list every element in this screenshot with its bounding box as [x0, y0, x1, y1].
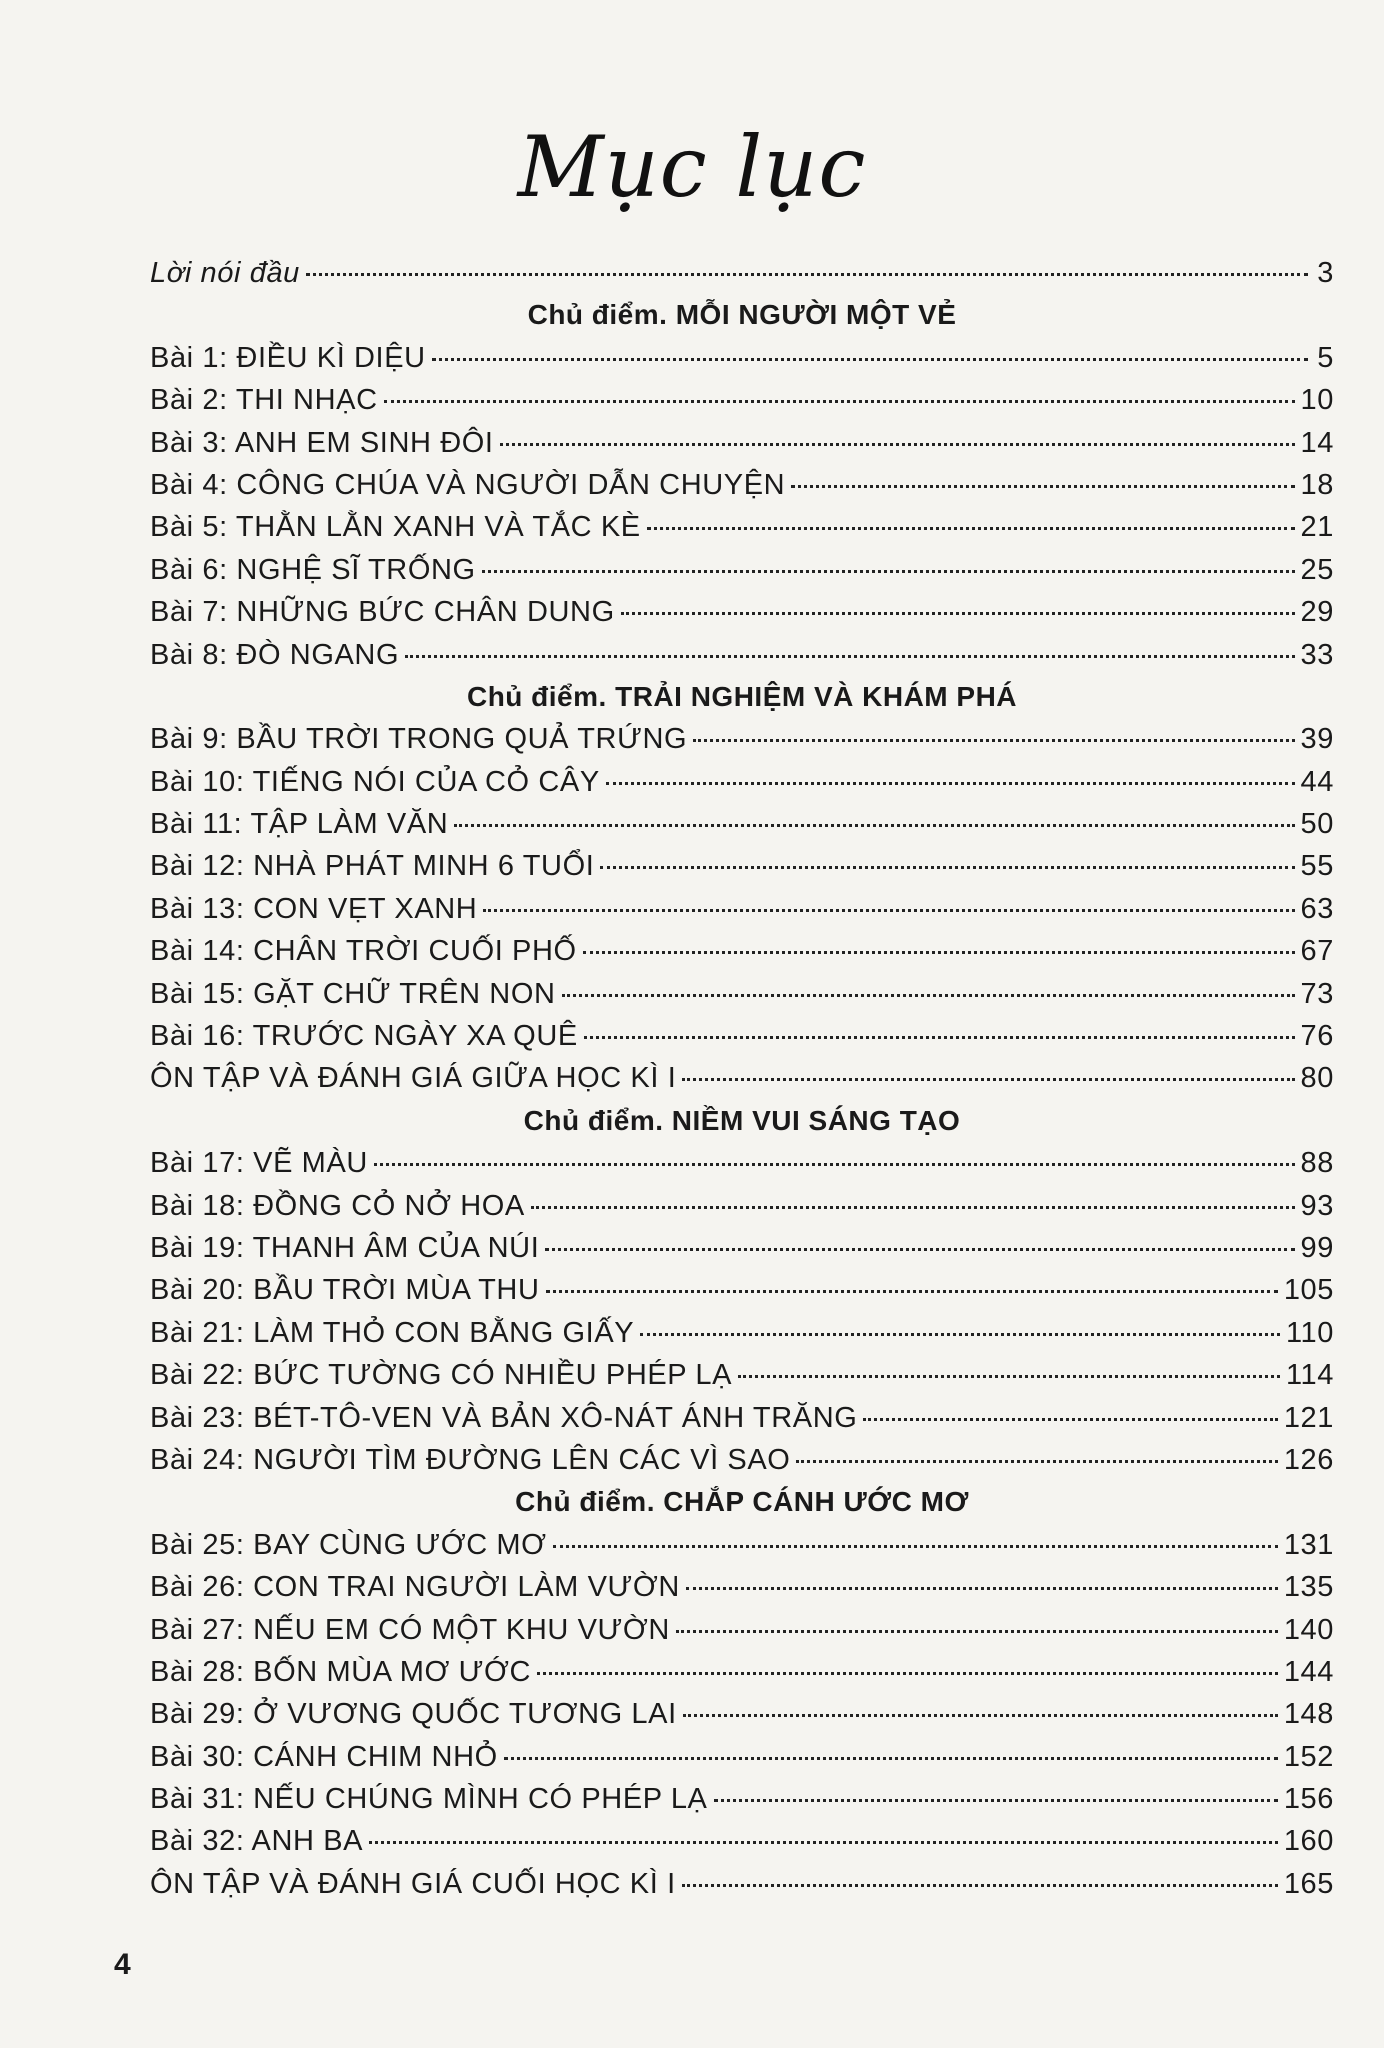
toc-entry-title: Bài 17: VẼ MÀU [150, 1147, 368, 1180]
toc-entry-title: Bài 30: CÁNH CHIM NHỎ [150, 1740, 498, 1773]
toc-entry-page: 50 [1300, 808, 1334, 841]
toc-entry-title: Bài 16: TRƯỚC NGÀY XA QUÊ [150, 1020, 578, 1053]
toc-entry [150, 1566, 1334, 1608]
toc-entry [150, 1439, 1334, 1481]
dot-leader [693, 739, 1294, 742]
toc-entry-page: 93 [1300, 1189, 1334, 1222]
toc-entry-title: Bài 10: TIẾNG NÓI CỦA CỎ CÂY [150, 765, 600, 798]
toc-entry [150, 506, 1334, 548]
toc-entry [150, 1057, 1334, 1099]
dot-leader [531, 1206, 1295, 1209]
toc-entry-page: 76 [1300, 1020, 1334, 1053]
toc-entry-title: Bài 6: NGHỆ SĨ TRỐNG [150, 553, 476, 586]
toc-section-heading: Chủ điểm. CHẮP CÁNH ƯỚC MƠ [515, 1486, 969, 1518]
toc-entry [150, 634, 1334, 676]
toc-entry-page: 3 [1317, 257, 1334, 289]
toc-entry-title: Bài 23: BÉT-TÔ-VEN VÀ BẢN XÔ-NÁT ÁNH TRĂNG [150, 1401, 858, 1434]
page-number: 4 [114, 1948, 131, 1981]
toc-entry [150, 803, 1334, 845]
dot-leader [553, 1545, 1278, 1548]
dot-leader [374, 1163, 1295, 1166]
toc-entry [150, 337, 1334, 379]
toc-entry [150, 1778, 1334, 1820]
toc-entry-title: Bài 19: THANH ÂM CỦA NÚI [150, 1231, 540, 1264]
toc-entry [150, 252, 1334, 294]
toc-entry [150, 1269, 1334, 1311]
toc-entry-page: 121 [1283, 1401, 1334, 1434]
dot-leader [369, 1841, 1278, 1844]
toc-entry-title: Bài 3: ANH EM SINH ĐÔI [150, 426, 494, 459]
toc-entry-page: 25 [1300, 553, 1334, 586]
toc-entry [150, 549, 1334, 591]
dot-leader [738, 1375, 1280, 1378]
toc-entry-page: 144 [1283, 1655, 1334, 1688]
toc-entry-title: Bài 12: NHÀ PHÁT MINH 6 TUỔI [150, 850, 595, 883]
dot-leader [863, 1418, 1277, 1421]
toc-entry-title: Bài 2: THI NHẠC [150, 384, 378, 417]
toc-entry-title: Bài 25: BAY CÙNG ƯỚC MƠ [150, 1528, 547, 1561]
toc-entry [150, 930, 1334, 972]
toc-entry [150, 1820, 1334, 1862]
toc-entry-title: Bài 8: ĐÒ NGANG [150, 638, 400, 671]
toc-entry-title: Bài 32: ANH BA [150, 1825, 364, 1858]
toc-entry [150, 1736, 1334, 1778]
toc-section-heading: Chủ điểm. NIỀM VUI SÁNG TẠO [523, 1104, 961, 1136]
toc-entry [150, 1524, 1334, 1566]
toc-entry-page: 165 [1283, 1867, 1334, 1900]
toc-section-heading: Chủ điểm. TRẢI NGHIỆM VÀ KHÁM PHÁ [466, 680, 1018, 712]
toc-entry-title: Bài 1: ĐIỀU KÌ DIỆU [150, 341, 426, 374]
dot-leader [676, 1630, 1278, 1633]
toc-entry-page: 44 [1300, 765, 1334, 798]
toc-entry [150, 845, 1334, 887]
toc-section-heading: Chủ điểm. MỖI NGƯỜI MỘT VẺ [527, 299, 957, 331]
toc-entry-page: 10 [1300, 384, 1334, 417]
toc-entry-title: Bài 9: BẦU TRỜI TRONG QUẢ TRỨNG [150, 723, 688, 756]
toc-entry-page: 156 [1283, 1783, 1334, 1816]
toc-entry [150, 1015, 1334, 1057]
dot-leader [562, 994, 1295, 997]
toc-entry-title: Bài 29: Ở VƯƠNG QUỐC TƯƠNG LAI [150, 1698, 677, 1731]
toc-entry-title: Lời nói đầu [150, 257, 300, 289]
toc-entry-title: Bài 22: BỨC TƯỜNG CÓ NHIỀU PHÉP LẠ [150, 1359, 733, 1392]
toc-entry-page: 135 [1283, 1571, 1334, 1604]
toc-entry [150, 888, 1334, 930]
toc-entry-title: Bài 21: LÀM THỎ CON BẰNG GIẤY [150, 1316, 635, 1349]
dot-leader [432, 358, 1308, 361]
toc-entry-title: Bài 5: THẰN LẰN XANH VÀ TẮC KÈ [150, 511, 641, 544]
dot-leader [682, 1884, 1278, 1887]
toc-entry [150, 1397, 1334, 1439]
dot-leader [504, 1757, 1278, 1760]
dot-leader [621, 612, 1295, 615]
toc-entry-title: ÔN TẬP VÀ ĐÁNH GIÁ GIỮA HỌC KÌ I [150, 1062, 677, 1095]
toc-entry-title: Bài 28: BỐN MÙA MƠ ƯỚC [150, 1655, 531, 1688]
dot-leader [683, 1714, 1278, 1717]
toc-entry-page: 105 [1283, 1274, 1334, 1307]
toc-entry-page: 148 [1283, 1698, 1334, 1731]
toc-entry [150, 1312, 1334, 1354]
toc-entry-page: 114 [1285, 1359, 1334, 1392]
toc-entry-page: 67 [1300, 935, 1334, 968]
page-title: Mục lục [517, 118, 867, 216]
toc-entry-page: 80 [1300, 1062, 1334, 1095]
toc-entry [150, 591, 1334, 633]
dot-leader [483, 909, 1294, 912]
toc-entry [150, 761, 1334, 803]
dot-leader [306, 273, 1308, 276]
toc-entry-page: 88 [1300, 1147, 1334, 1180]
dot-leader [606, 782, 1295, 785]
dot-leader [583, 951, 1295, 954]
dot-leader [714, 1799, 1278, 1802]
toc-entry [150, 1693, 1334, 1735]
dot-leader [682, 1078, 1294, 1081]
toc-entry-page: 63 [1300, 892, 1334, 925]
toc-entry-page: 29 [1300, 596, 1334, 629]
toc-entry [150, 464, 1334, 506]
table-of-contents [150, 252, 1334, 1905]
toc-entry-page: 152 [1283, 1740, 1334, 1773]
dot-leader [537, 1672, 1278, 1675]
toc-entry-page: 14 [1300, 426, 1334, 459]
toc-entry-page: 160 [1283, 1825, 1334, 1858]
toc-entry-title: Bài 24: NGƯỜI TÌM ĐƯỜNG LÊN CÁC VÌ SAO [150, 1443, 791, 1476]
toc-entry-page: 140 [1283, 1613, 1334, 1646]
dot-leader [384, 400, 1295, 403]
toc-entry [150, 379, 1334, 421]
toc-entry-page: 73 [1300, 977, 1334, 1010]
toc-entry-title: Bài 13: CON VẸT XANH [150, 892, 478, 925]
toc-entry [150, 973, 1334, 1015]
toc-entry [150, 1651, 1334, 1693]
dot-leader [500, 443, 1295, 446]
toc-entry-page: 110 [1285, 1316, 1334, 1349]
toc-entry-title: Bài 15: GẶT CHỮ TRÊN NON [150, 977, 556, 1010]
toc-entry-page: 99 [1300, 1231, 1334, 1264]
dot-leader [796, 1460, 1277, 1463]
dot-leader [405, 655, 1294, 658]
toc-entry-page: 5 [1317, 341, 1334, 374]
dot-leader [647, 527, 1295, 530]
dot-leader [686, 1587, 1278, 1590]
toc-entry-title: Bài 18: ĐỒNG CỎ NỞ HOA [150, 1189, 525, 1222]
dot-leader [454, 824, 1294, 827]
dot-leader [546, 1290, 1278, 1293]
toc-entry [150, 422, 1334, 464]
toc-entry [150, 1863, 1334, 1905]
toc-entry-page: 126 [1283, 1443, 1334, 1476]
toc-entry [150, 718, 1334, 760]
dot-leader [600, 866, 1294, 869]
dot-leader [640, 1333, 1280, 1336]
toc-entry-page: 131 [1283, 1528, 1334, 1561]
toc-entry-page: 33 [1300, 638, 1334, 671]
dot-leader [545, 1248, 1294, 1251]
toc-entry-title: Bài 27: NẾU EM CÓ MỘT KHU VƯỜN [150, 1613, 670, 1646]
toc-entry [150, 1354, 1334, 1396]
dot-leader [584, 1036, 1295, 1039]
toc-entry-title: Bài 11: TẬP LÀM VĂN [150, 808, 449, 841]
toc-entry [150, 1227, 1334, 1269]
toc-entry-title: Bài 20: BẦU TRỜI MÙA THU [150, 1274, 540, 1307]
toc-entry-page: 55 [1300, 850, 1334, 883]
toc-entry-title: Bài 26: CON TRAI NGƯỜI LÀM VƯỜN [150, 1571, 680, 1604]
toc-entry-title: Bài 7: NHỮNG BỨC CHÂN DUNG [150, 596, 615, 629]
toc-entry-page: 18 [1300, 468, 1334, 501]
toc-entry [150, 1185, 1334, 1227]
toc-entry [150, 1609, 1334, 1651]
toc-entry-page: 21 [1300, 511, 1334, 544]
toc-entry-title: Bài 4: CÔNG CHÚA VÀ NGƯỜI DẪN CHUYỆN [150, 468, 786, 501]
dot-leader [791, 485, 1294, 488]
toc-entry-title: Bài 31: NẾU CHÚNG MÌNH CÓ PHÉP LẠ [150, 1783, 708, 1816]
toc-entry [150, 1142, 1334, 1184]
toc-entry-page: 39 [1300, 723, 1334, 756]
toc-entry-title: Bài 14: CHÂN TRỜI CUỐI PHỐ [150, 935, 577, 968]
dot-leader [482, 570, 1295, 573]
toc-entry-title: ÔN TẬP VÀ ĐÁNH GIÁ CUỐI HỌC KÌ I [150, 1867, 676, 1900]
